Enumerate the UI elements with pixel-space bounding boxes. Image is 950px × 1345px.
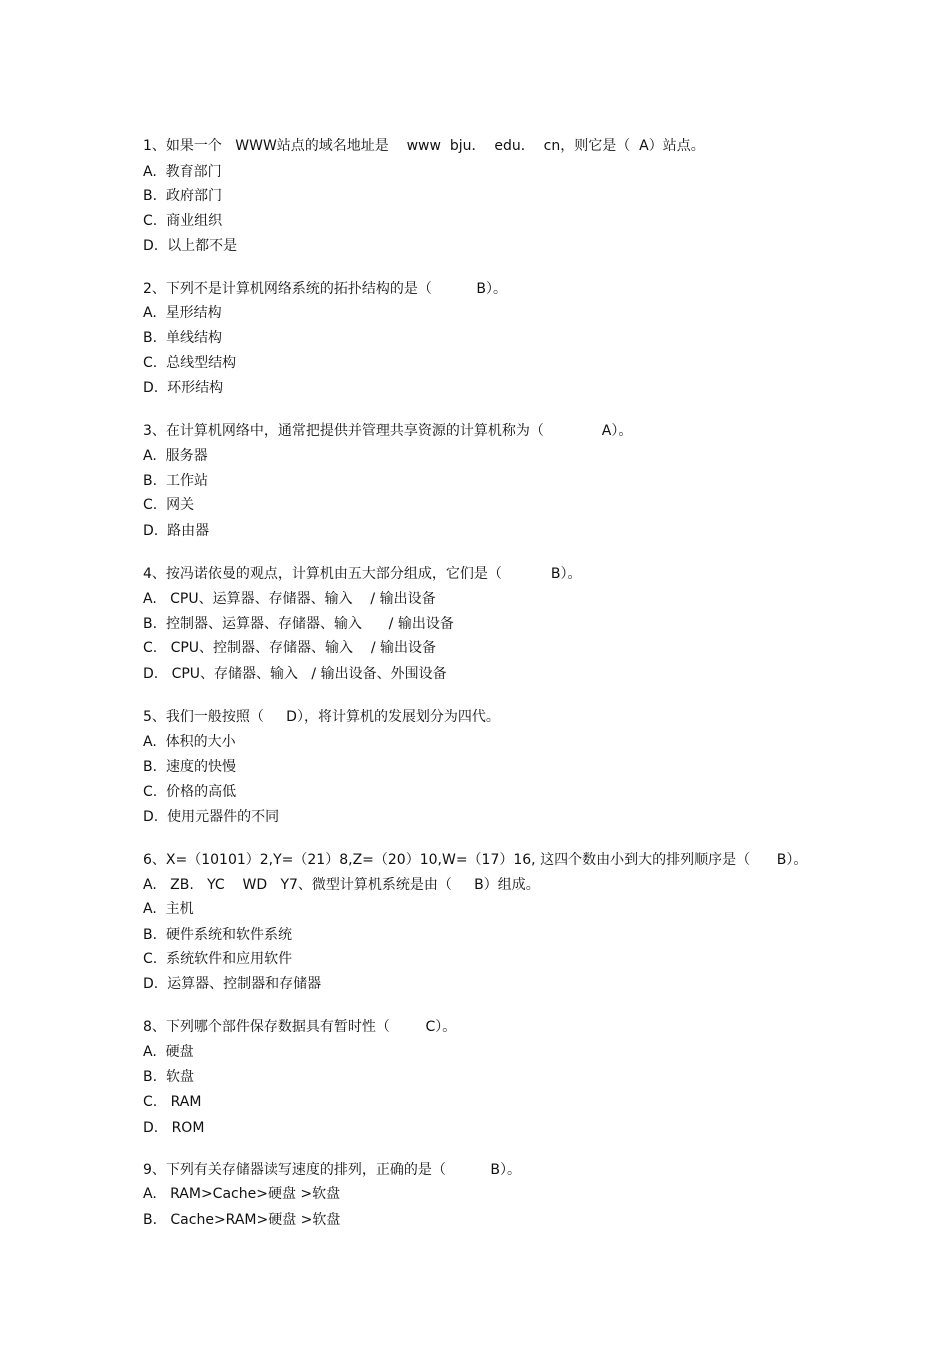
question-7-option-b: B. 硬件系统和软件系统: [143, 927, 292, 943]
question-4-option-b: B. 控制器、运算器、存储器、输入 / 输出设备: [143, 616, 454, 632]
question-8-option-a: A. 硬盘: [143, 1044, 194, 1060]
question-1-option-c: C. 商业组织: [143, 213, 223, 229]
question-7-option-c: C. 系统软件和应用软件: [143, 951, 293, 967]
question-9: 9、下列有关存储器读写速度的排列，正确的是（ B）。: [143, 1162, 522, 1178]
question-2-option-d: D. 环形结构: [143, 380, 224, 396]
question-8: 8、下列哪个部件保存数据具有暂时性（ C）。: [143, 1019, 457, 1035]
question-1-option-b: B. 政府部门: [143, 188, 222, 204]
question-5-option-d: D. 使用元器件的不同: [143, 809, 280, 825]
question-9-option-b: B. Cache>RAM>硬盘 >软盘: [143, 1212, 341, 1228]
question-1: 1、如果一个 WWW站点的域名地址是 www bju． edu． cn，则它是（ A）站点。: [143, 138, 705, 154]
question-3-option-a: A. 服务器: [143, 448, 208, 464]
question-4-option-c: C. CPU、控制器、存储器、输入 / 输出设备: [143, 640, 437, 656]
question-9-option-a: A. RAM>Cache>硬盘 >软盘: [143, 1186, 341, 1202]
question-2-option-c: C. 总线型结构: [143, 355, 237, 371]
question-7-option-a: A. 主机: [143, 901, 194, 917]
question-2: 2、下列不是计算机网络系统的拓扑结构的是（ B）。: [143, 281, 508, 297]
question-8-option-b: B. 软盘: [143, 1069, 194, 1085]
question-4-option-d: D. CPU、存储器、输入 / 输出设备、外围设备: [143, 666, 447, 682]
question-3-option-b: B. 工作站: [143, 473, 208, 489]
question-5: 5、我们一般按照（ D），将计算机的发展划分为四代。: [143, 709, 500, 725]
question-2-option-a: A. 星形结构: [143, 305, 222, 321]
question-3-option-c: C. 网关: [143, 497, 195, 513]
question-7-option-d: D. 运算器、控制器和存储器: [143, 976, 322, 992]
question-3-option-d: D. 路由器: [143, 523, 210, 539]
question-5-option-a: A. 体积的大小: [143, 734, 236, 750]
question-1-option-a: A. 教育部门: [143, 164, 222, 180]
question-2-option-b: B. 单线结构: [143, 330, 222, 346]
question-3: 3、在计算机网络中，通常把提供并管理共享资源的计算机称为（ A）。: [143, 423, 633, 439]
question-5-option-b: B. 速度的快慢: [143, 759, 236, 775]
question-8-option-d: D. ROM: [143, 1120, 205, 1136]
question-8-option-c: C. RAM: [143, 1094, 202, 1110]
question-4: 4、按冯诺依曼的观点，计算机由五大部分组成，它们是（ B）。: [143, 566, 582, 582]
question-6-options-and-question-7: A. ZB. YC WD Y7、微型计算机系统是由（ B）组成。: [143, 877, 540, 893]
question-4-option-a: A. CPU、运算器、存储器、输入 / 输出设备: [143, 591, 436, 607]
question-6: 6、X=（10101）2,Y=（21）8,Z=（20）10,W=（17）16, 这四个数由小到大的排列顺序是（ B）。: [143, 852, 808, 868]
question-5-option-c: C. 价格的高低: [143, 784, 237, 800]
question-1-option-d: D. 以上都不是: [143, 238, 238, 254]
